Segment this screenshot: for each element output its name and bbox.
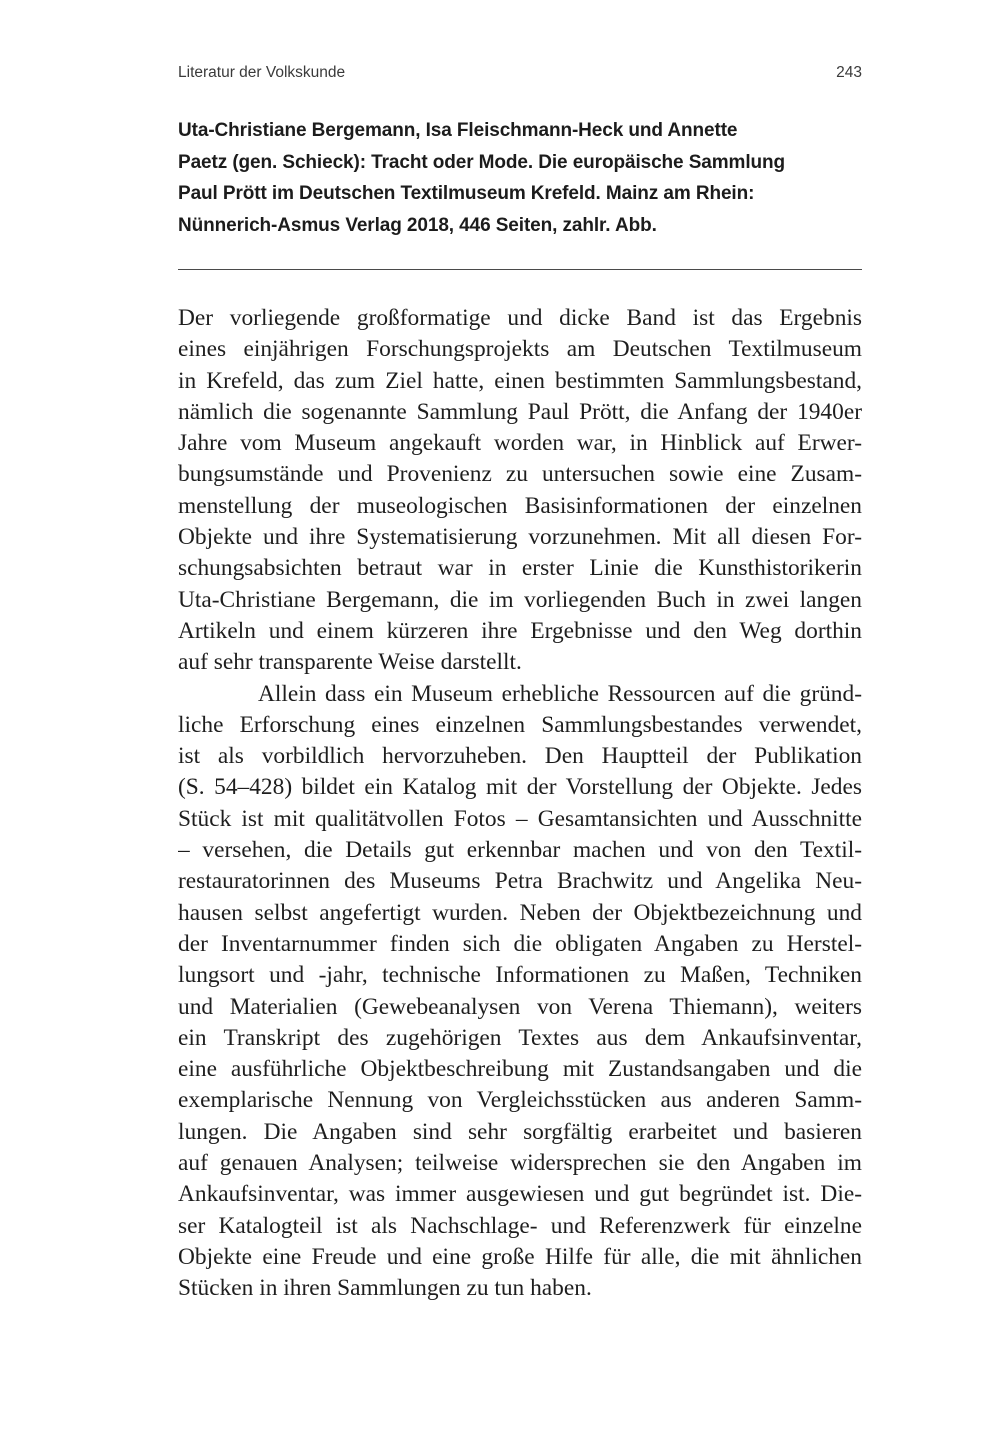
text-line: Stücken in ihren Sammlungen zu tun haben. (178, 1275, 592, 1302)
horizontal-divider (178, 269, 862, 270)
text-line: auf sehr transparente Weise darstellt. (178, 649, 522, 676)
text-line: ist als vorbildlich hervorzuheben. Den Hauptteil der Publikation (178, 743, 862, 770)
text-line: bungsumstände und Provenienz zu untersuchen sowie eine Zusam- (178, 461, 862, 488)
text-line: Stück ist mit qualitätvollen Fotos – Gesamtansichten und Ausschnitte (178, 805, 862, 832)
text-line: eines einjährigen Forschungsprojekts am Deutschen Textilmuseum (178, 336, 862, 363)
text-line: liche Erforschung eines einzelnen Sammlungsbestandes verwendet, (178, 711, 862, 738)
text-line: Objekte und ihre Systematisierung vorzunehmen. Mit all diesen For- (178, 524, 862, 551)
page-number: 243 (836, 64, 862, 81)
text-line: und Materialien (Gewebeanalysen von Verena Thiemann), weiters (178, 993, 862, 1020)
text-line: schungsabsichten betraut war in erster Linie die Kunsthistorikerin (178, 555, 862, 582)
text-line: hausen selbst angefertigt wurden. Neben der Objektbezeichnung und (178, 899, 862, 926)
bibliographic-reference-line: Nünnerich-Asmus Verlag 2018, 446 Seiten, zahlr. Abb. (178, 214, 657, 236)
text-line: menstellung der museologischen Basisinformationen der einzelnen (178, 492, 862, 519)
text-line: exemplarische Nennung von Vergleichsstücken aus anderen Samm- (178, 1087, 862, 1114)
text-line: Objekte eine Freude und eine große Hilfe für alle, die mit ähnlichen (178, 1243, 862, 1270)
running-head (178, 64, 862, 88)
paragraph-2 (178, 679, 862, 1305)
bibliographic-reference-line: Paetz (gen. Schieck): Tracht oder Mode. Die europäische Sammlung (178, 151, 786, 173)
paragraph-1 (178, 303, 862, 679)
text-line: Der vorliegende großformatige und dicke Band ist das Ergebnis (178, 305, 862, 331)
text-line: restauratorinnen des Museums Petra Brachwitz und Angelika Neu- (178, 868, 862, 895)
text-line: der Inventarnummer finden sich die obligaten Angaben zu Herstel- (178, 930, 862, 957)
text-line: in Krefeld, das zum Ziel hatte, einen bestimmten Sammlungsbestand, (178, 367, 862, 394)
text-line: Uta-Christiane Bergemann, die im vorliegenden Buch in zwei langen (178, 586, 862, 613)
text-line: lungsort und -jahr, technische Informationen zu Maßen, Techniken (178, 962, 862, 989)
text-line: – versehen, die Details gut erkennbar machen und von den Textil- (178, 837, 862, 864)
bibliographic-reference (178, 115, 868, 241)
bibliographic-reference-line: Uta-Christiane Bergemann, Isa Fleischmann-Heck und Annette (178, 120, 738, 141)
running-head-section-title: Literatur der Volkskunde (178, 64, 346, 81)
text-line: ein Transkript des zugehörigen Textes aus dem Ankaufsinventar, (178, 1024, 862, 1051)
text-line: lungen. Die Angaben sind sehr sorgfältig erarbeitet und basieren (178, 1118, 862, 1145)
text-line: Jahre vom Museum angekauft worden war, in Hinblick auf Erwer- (178, 430, 862, 457)
text-line: Allein dass ein Museum erhebliche Ressourcen auf die gründ- (258, 680, 862, 707)
review-body (178, 303, 862, 1305)
text-line: auf genauen Analysen; teilweise widersprechen sie den Angaben im (178, 1150, 862, 1177)
text-line: Artikeln und einem kürzeren ihre Ergebnisse und den Weg dorthin (178, 617, 862, 644)
bibliographic-reference-line: Paul Prött im Deutschen Textilmuseum Krefeld. Mainz am Rhein: (178, 183, 755, 204)
text-line: (S. 54–428) bildet ein Katalog mit der Vorstellung der Objekte. Jedes (178, 774, 862, 801)
text-line: nämlich die sogenannte Sammlung Paul Prött, die Anfang der 1940er (178, 398, 862, 425)
text-line: ser Katalogteil ist als Nachschlage- und Referenzwerk für einzelne (178, 1212, 862, 1239)
text-line: eine ausführliche Objektbeschreibung mit Zustandsangaben und die (178, 1056, 862, 1083)
text-line: Ankaufsinventar, was immer ausgewiesen und gut begründet ist. Die- (178, 1181, 862, 1208)
